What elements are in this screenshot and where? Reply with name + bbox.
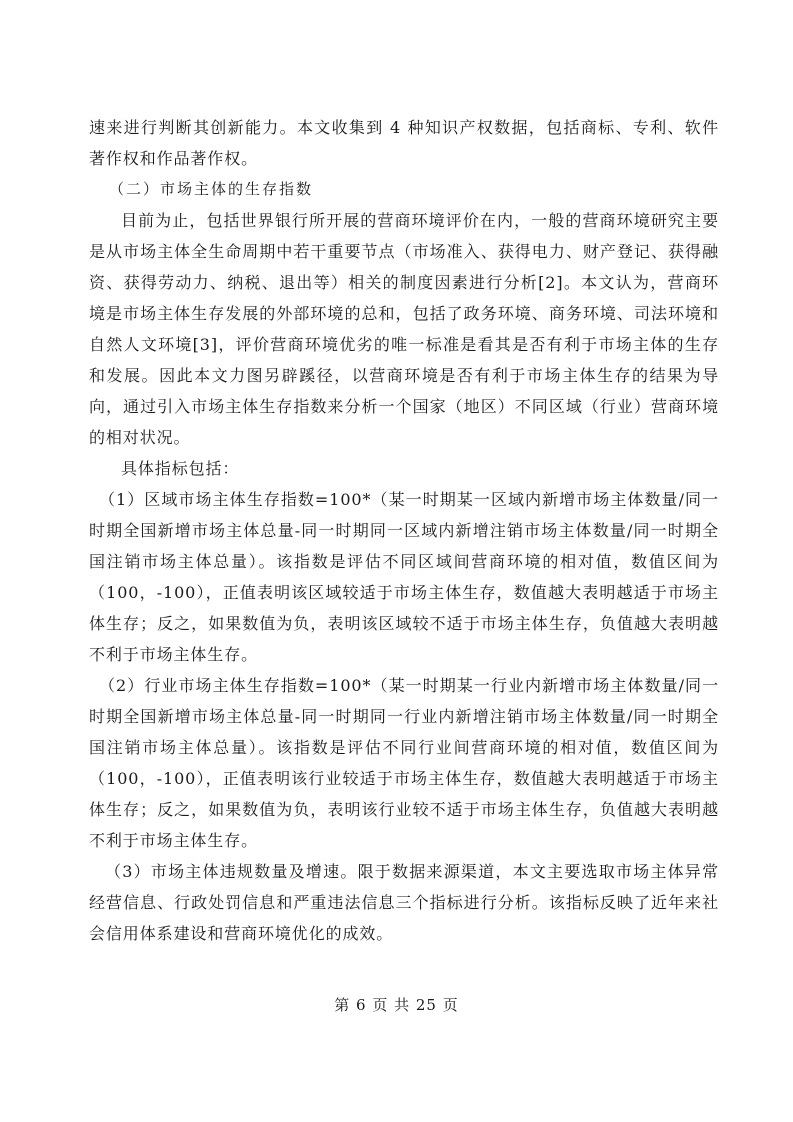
page-number-footer: 第 6 页 共 25 页 [334,996,459,1014]
paragraph-industry-index: （2）行业市场主体生存指数=100*（某一时期某一行业内新增市场主体数量/同一时期全国新增市场主体总量-同一时期同一行业内新增注销市场主体数量/同一时期全国注销市场主体总量）。该指数是评估不同行业间营商环境的相对值，数值区间为（100，-100），正值表明该行业较适于市场主体生存，数值越大表明越适于市场主体生存；反之，如果数值为负，表明该行业较不适于市场主体生存，负值越大表明越不利于市场主体生存。 [89,676,719,850]
section-heading: （二）市场主体的生存指数 [109,180,314,198]
paragraph-violations: （3）市场主体违规数量及增速。限于数据来源渠道，本文主要选取市场主体异常经营信息、行政处罚信息和严重违法信息三个指标进行分析。该指标反映了近年来社会信用体系建设和营商环境优化的成效。 [89,862,719,943]
paragraph-region-index: （1）区域市场主体生存指数=100*（某一时期某一区域内新增市场主体数量/同一时期全国新增市场主体总量-同一时期同一区域内新增注销市场主体数量/同一时期全国注销市场主体总量）。该指数是评估不同区域间营商环境的相对值，数值区间为（100，-100），正值表明该区域较适于市场主体生存，数值越大表明越适于市场主体生存；反之，如果数值为负，表明该区域较不适于市场主体生存，负值越大表明越不利于市场主体生存。 [89,490,719,664]
paragraph-continuation: 速来进行判断其创新能力。本文收集到 4 种知识产权数据，包括商标、专利、软件著作权和作品著作权。 [89,118,719,168]
body-text [89,112,719,949]
paragraph-indicators-lead: 具体指标包括： [121,459,240,478]
paragraph-intro: 目前为止，包括世界银行所开展的营商环境评价在内，一般的营商环境研究主要是从市场主体全生命周期中若干重要节点（市场准入、获得电力、财产登记、获得融资、获得劳动力、纳税、退出等）相关的制度因素进行分析[2]。本文认为，营商环境是市场主体生存发展的外部环境的总和，包括了政务环境、商务环境、司法环境和自然人文环境[3]，评价营商环境优劣的唯一标准是看其是否有利于市场主体的生存和发展。因此本文力图另辟蹊径，以营商环境是否有利于市场主体生存的结果为导向，通过引入市场主体生存指数来分析一个国家（地区）不同区域（行业）营商环境的相对状况。 [89,211,719,447]
